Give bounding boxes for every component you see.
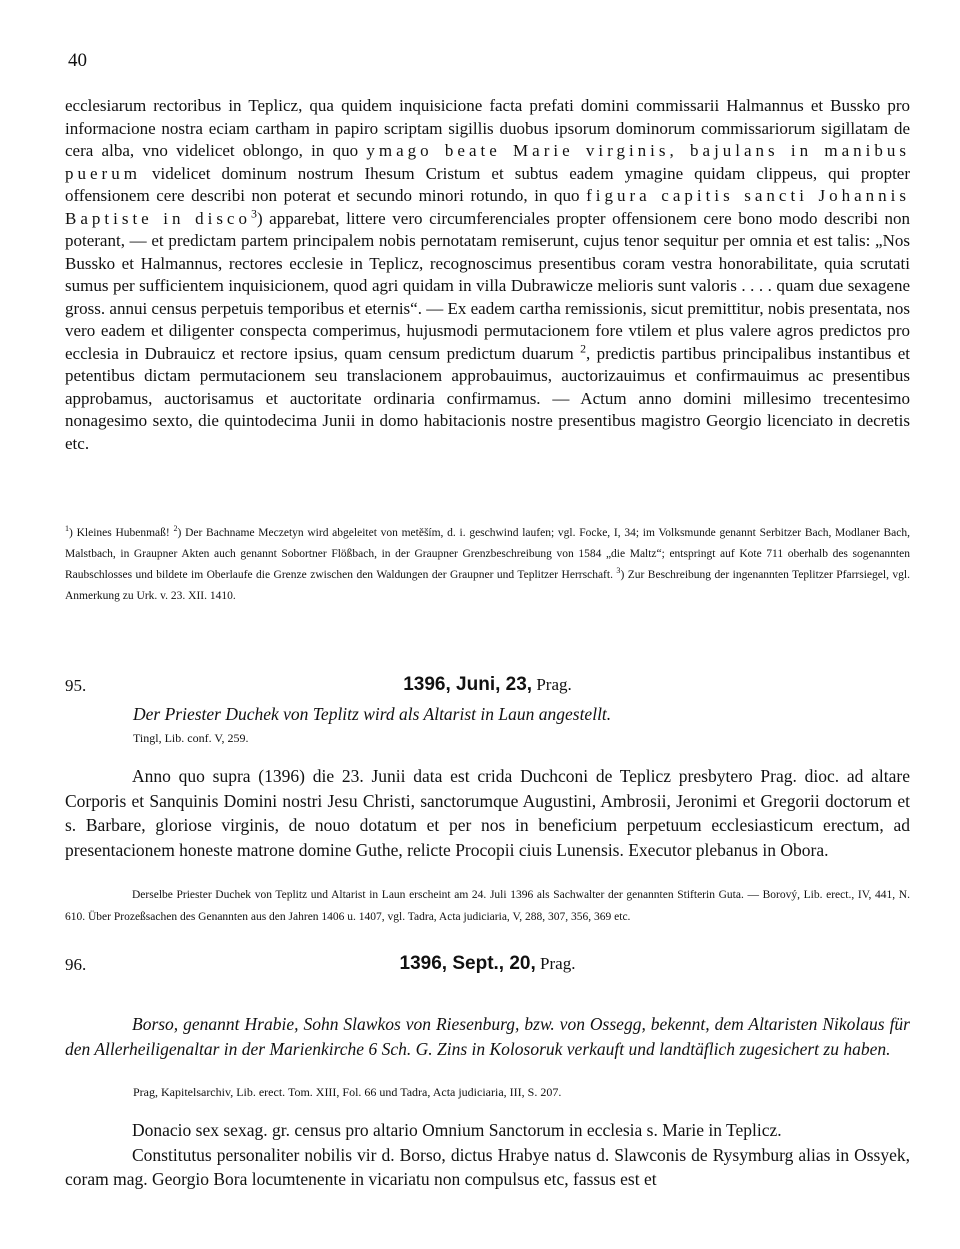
footnote-marker: 3 [250, 205, 257, 220]
entry-place: Prag. [532, 675, 572, 694]
footnote-marker-2: 2 [580, 340, 587, 355]
footnote-text [65, 523, 910, 607]
text-segment: , predictis partibus principalibus instantibus et petentibus dictam permutacionem seu translacionem approbauimus, auctorizauimus et confirmauimus ac presentibus approbamus, auctorisamus et auctoritate ordinaria confirmamus. — Actum anno domini millesimo trecentesimo nonagesimo sexto, die quintodecima Junii in domo habitacionis nostre presentibus magistro Georgio licenciato in decretis etc. [65, 343, 910, 453]
spaced-text: ymago beate Marie virginis, bajulans in manibus puerum [65, 141, 911, 183]
entry-note-text: Derselbe Priester Duchek von Teplitz und Altarist in Laun erscheint am 24. Juli 1396 als Sachwalter der genannten Stifterin Guta. — Borový, Lib. erect., IV, 441, N. 610. Über Prozeßsachen des Genannten aus den Jahren 1406 u. 1407, vgl. Tadra, Acta judiciaria, V, 288, 307, 356, 369 etc. [65, 889, 910, 923]
entry-text-body: Donacio sex sexag. gr. census pro altario Omnium Sanctorum in ecclesia s. Marie in Teplicz. [132, 1120, 782, 1140]
entry-95-title [133, 702, 910, 727]
footnote-2: ) Der Bachname Meczetyn wird abgeleitet von metěším, d. i. geschwind laufen; vgl. Focke, I, 34; im Volksmunde genannt Serbitzer Bach, Modlaner Bach, Malstbach, in Graupner Akten auch genannt Sobortner Flößbach, in der Graupner Grenzbeschreibung von 1584 „die Maltz“; entspringt auf Kote 711 oberhalb des sogenannten Raubschlosses und bildete im Oberlaufe die Grenze zwischen den Waldungen der Graupner und Teplitzer Herrschaft. [65, 527, 911, 581]
footnote-3: ) Zur Beschreibung der ingenannten Teplitzer Pfarrsiegel, vgl. Anmerkung zu Urk. v. 23. XII. 1410. [65, 569, 910, 602]
entry-date [65, 953, 910, 975]
main-paragraph [65, 95, 910, 455]
entry-96-header [65, 955, 910, 981]
entry-text-body: Anno quo supra (1396) die 23. Junii data est crida Duchconi de Teplicz presbytero Prag. dioc. ad altare Corporis et Sanquinis Domini nostri Jesu Christi, sanctorumque Augustini, Ambrosii, Jeronimi et Gregorii doctorum et s. Barbare, gloriose virginis, de nouo dotatum et per nos in beneficium perpetuum ecclesiasticum erectum, ad presentacionem honeste matrone domine Guthe, relicte Procopii ciuis Lunensis. Executor plebanus in Obora. [65, 766, 910, 860]
entry-date [65, 674, 910, 696]
entry-96-title [65, 1012, 910, 1062]
page-number: 40 [68, 50, 87, 71]
text-segment: ) apparebat, littere vero circumferenciales propter offensionem cere bono modo describi non poterant, — et predictam partem principalem nobis pernotatam remiserunt, cujus tenor sequitur per omnia et est talis: „Nos Bussko et Halmannus, rectores ecclesie in Teplicz, recognoscimus presentibus coram vestra honorabilitate, quia scrutati sumus per sufficientem inquisicionem, quod agri quidam in villa Dubrawicze melioris sunt valoris . . . . quam due sexagene gross. annui census perpetuis temporibus et eternis“. — Ex eadem cartha remissionis, sicut premittitur, nobis presentata, nos vero eadem et diligenter conspecta comperimus, hujusmodi permutacionem fore vtilem et plus valere agros predictos pro ecclesia in Dubrauicz et rectore ipsius, quam censum predictum duarum [65, 208, 911, 363]
footnote-marker: 2 [173, 524, 178, 534]
entry-96-text [65, 1118, 910, 1192]
footnote-1: ) Kleines Hubenmaß! [69, 527, 174, 539]
text-segment: videlicet dominum nostrum Ihesum Cristum et subtus eadem ymagine quidam clippeus, qui propter offensionem cere describi non poterat et secundo minori rotundo, in quo [65, 163, 910, 205]
entry-date-bold: 1396, Sept., 20, [399, 953, 536, 974]
text-segment: ecclesiarum rectoribus in Teplicz, qua quidem inquisicione facta prefati domini commissarii Halmannus et Bussko pro informacione nostra eciam cartham in papiro scriptam sigillis duobus ipsorum dominorum commissariorum sigillatam de cera alba, vno videlicet oblongo, in quo [65, 96, 910, 160]
main-text [65, 95, 910, 455]
footnotes [65, 523, 910, 607]
entry-text-body: Constitutus personaliter nobilis vir d. Borso, dictus Hrabye natus d. Slawconis de Rysymburg alias in Ossyek, coram mag. Georgio Bora locumtenente in vicariatu non compulsus etc, fassus est et [65, 1144, 910, 1189]
footnote-marker: 3 [616, 566, 621, 576]
entry-95-text [65, 764, 910, 862]
footnote-marker: 1 [65, 524, 70, 534]
entry-place: Prag. [535, 954, 576, 973]
entry-date-bold: 1396, Juni, 23, [403, 674, 533, 695]
entry-title-text: Der Priester Duchek von Teplitz wird als Altarist in Laun angestellt. [133, 704, 612, 724]
entry-95-header [65, 676, 910, 702]
entry-95-source: Tingl, Lib. conf. V, 259. [133, 731, 249, 745]
entry-95-note [65, 885, 910, 928]
spaced-text: figura capitis sancti Johannis Baptiste in disco [65, 186, 911, 228]
entry-title-text: Borso, genannt Hrabie, Sohn Slawkos von Riesenburg, bzw. von Ossegg, bekennt, dem Altaristen Nikolaus für den Allerheiligenaltar in der Marienkirche 6 Sch. G. Zins in Kolosoruk verkauft und landtäflich zugesichert zu haben. [65, 1014, 910, 1059]
entry-number: 95. [65, 676, 87, 695]
entry-96-source: Prag, Kapitelsarchiv, Lib. erect. Tom. XIII, Fol. 66 und Tadra, Acta judiciaria, III, S. 207. [133, 1085, 562, 1099]
entry-number: 96. [65, 955, 87, 974]
